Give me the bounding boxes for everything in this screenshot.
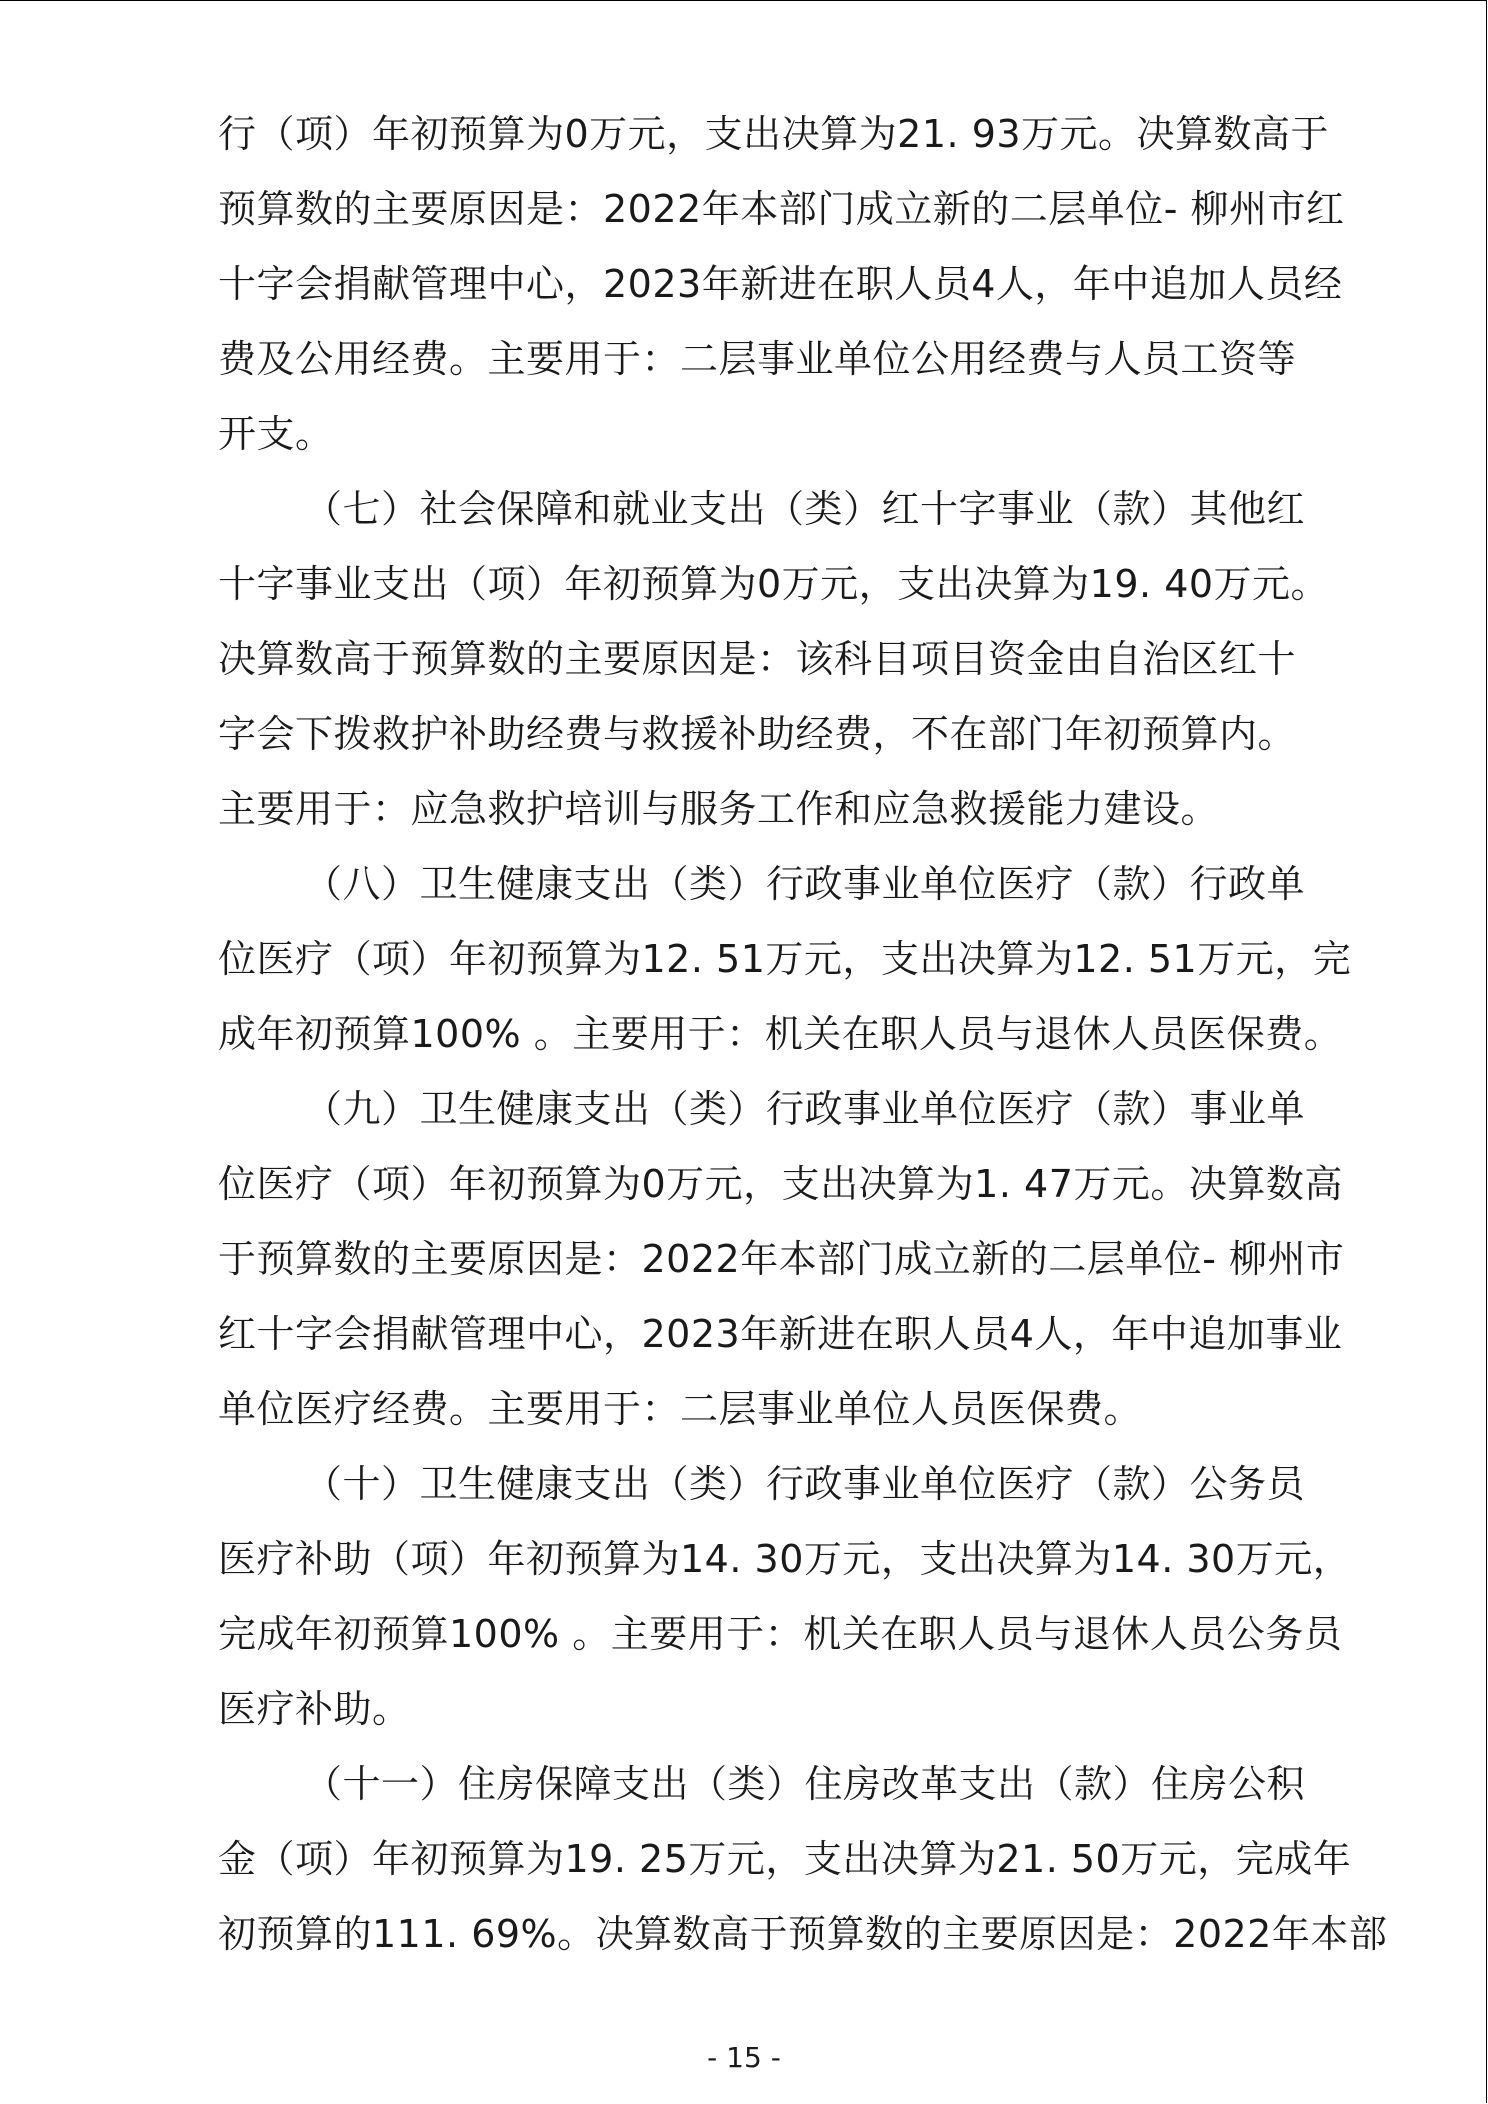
body-text bbox=[218, 97, 1388, 1972]
text-line: 行（项）年初预算为0万元，支出决算为21. 93万元。决算数高于 bbox=[218, 112, 1330, 156]
paragraph-start-line: （九）卫生健康支出（类）行政事业单位医疗（款）事业单 bbox=[304, 1087, 1306, 1131]
paragraph-start-line: （十）卫生健康支出（类）行政事业单位医疗（款）公务员 bbox=[304, 1462, 1306, 1506]
text-line: 金（项）年初预算为19. 25万元，支出决算为21. 50万元，完成年 bbox=[218, 1837, 1352, 1881]
text-line: 医疗补助。 bbox=[218, 1687, 411, 1731]
text-line: 医疗补助（项）年初预算为14. 30万元，支出决算为14. 30万元， bbox=[218, 1537, 1352, 1581]
text-line: 红十字会捐献管理中心，2023年新进在职人员4人，年中追加事业 bbox=[218, 1312, 1343, 1356]
text-line: 单位医疗经费。主要用于：二层事业单位人员医保费。 bbox=[218, 1387, 1143, 1431]
text-line: 决算数高于预算数的主要原因是：该科目项目资金由自治区红十 bbox=[218, 637, 1297, 681]
text-line: 开支。 bbox=[218, 412, 334, 456]
text-line: 位医疗（项）年初预算为0万元，支出决算为1. 47万元。决算数高 bbox=[218, 1162, 1343, 1206]
text-line: 完成年初预算100% 。主要用于：机关在职人员与退休人员公务员 bbox=[218, 1612, 1343, 1656]
paragraph-start-line: （七）社会保障和就业支出（类）红十字事业（款）其他红 bbox=[304, 487, 1306, 531]
text-line: 费及公用经费。主要用于：二层事业单位公用经费与人员工资等 bbox=[218, 337, 1297, 381]
paragraph-start-line: （八）卫生健康支出（类）行政事业单位医疗（款）行政单 bbox=[304, 862, 1306, 906]
text-line: 字会下拨救护补助经费与救援补助经费，不在部门年初预算内。 bbox=[218, 712, 1297, 756]
text-line: 初预算的111. 69%。决算数高于预算数的主要原因是：2022年本部 bbox=[218, 1912, 1388, 1956]
text-line: 成年初预算100% 。主要用于：机关在职人员与退休人员医保费。 bbox=[218, 1012, 1343, 1056]
text-line: 预算数的主要原因是：2022年本部门成立新的二层单位- 柳州市红 bbox=[218, 187, 1345, 231]
text-line: 主要用于：应急救护培训与服务工作和应急救援能力建设。 bbox=[218, 787, 1220, 831]
text-line: 位医疗（项）年初预算为12. 51万元，支出决算为12. 51万元，完 bbox=[218, 937, 1352, 981]
text-line: 十字会捐献管理中心，2023年新进在职人员4人，年中追加人员经 bbox=[218, 262, 1343, 306]
text-line: 十字事业支出（项）年初预算为0万元，支出决算为19. 40万元。 bbox=[218, 562, 1330, 606]
text-line: 于预算数的主要原因是：2022年本部门成立新的二层单位- 柳州市 bbox=[218, 1237, 1345, 1281]
page-number: - 15 - bbox=[707, 2041, 781, 2074]
paragraph-start-line: （十一）住房保障支出（类）住房改革支出（款）住房公积 bbox=[304, 1762, 1306, 1806]
